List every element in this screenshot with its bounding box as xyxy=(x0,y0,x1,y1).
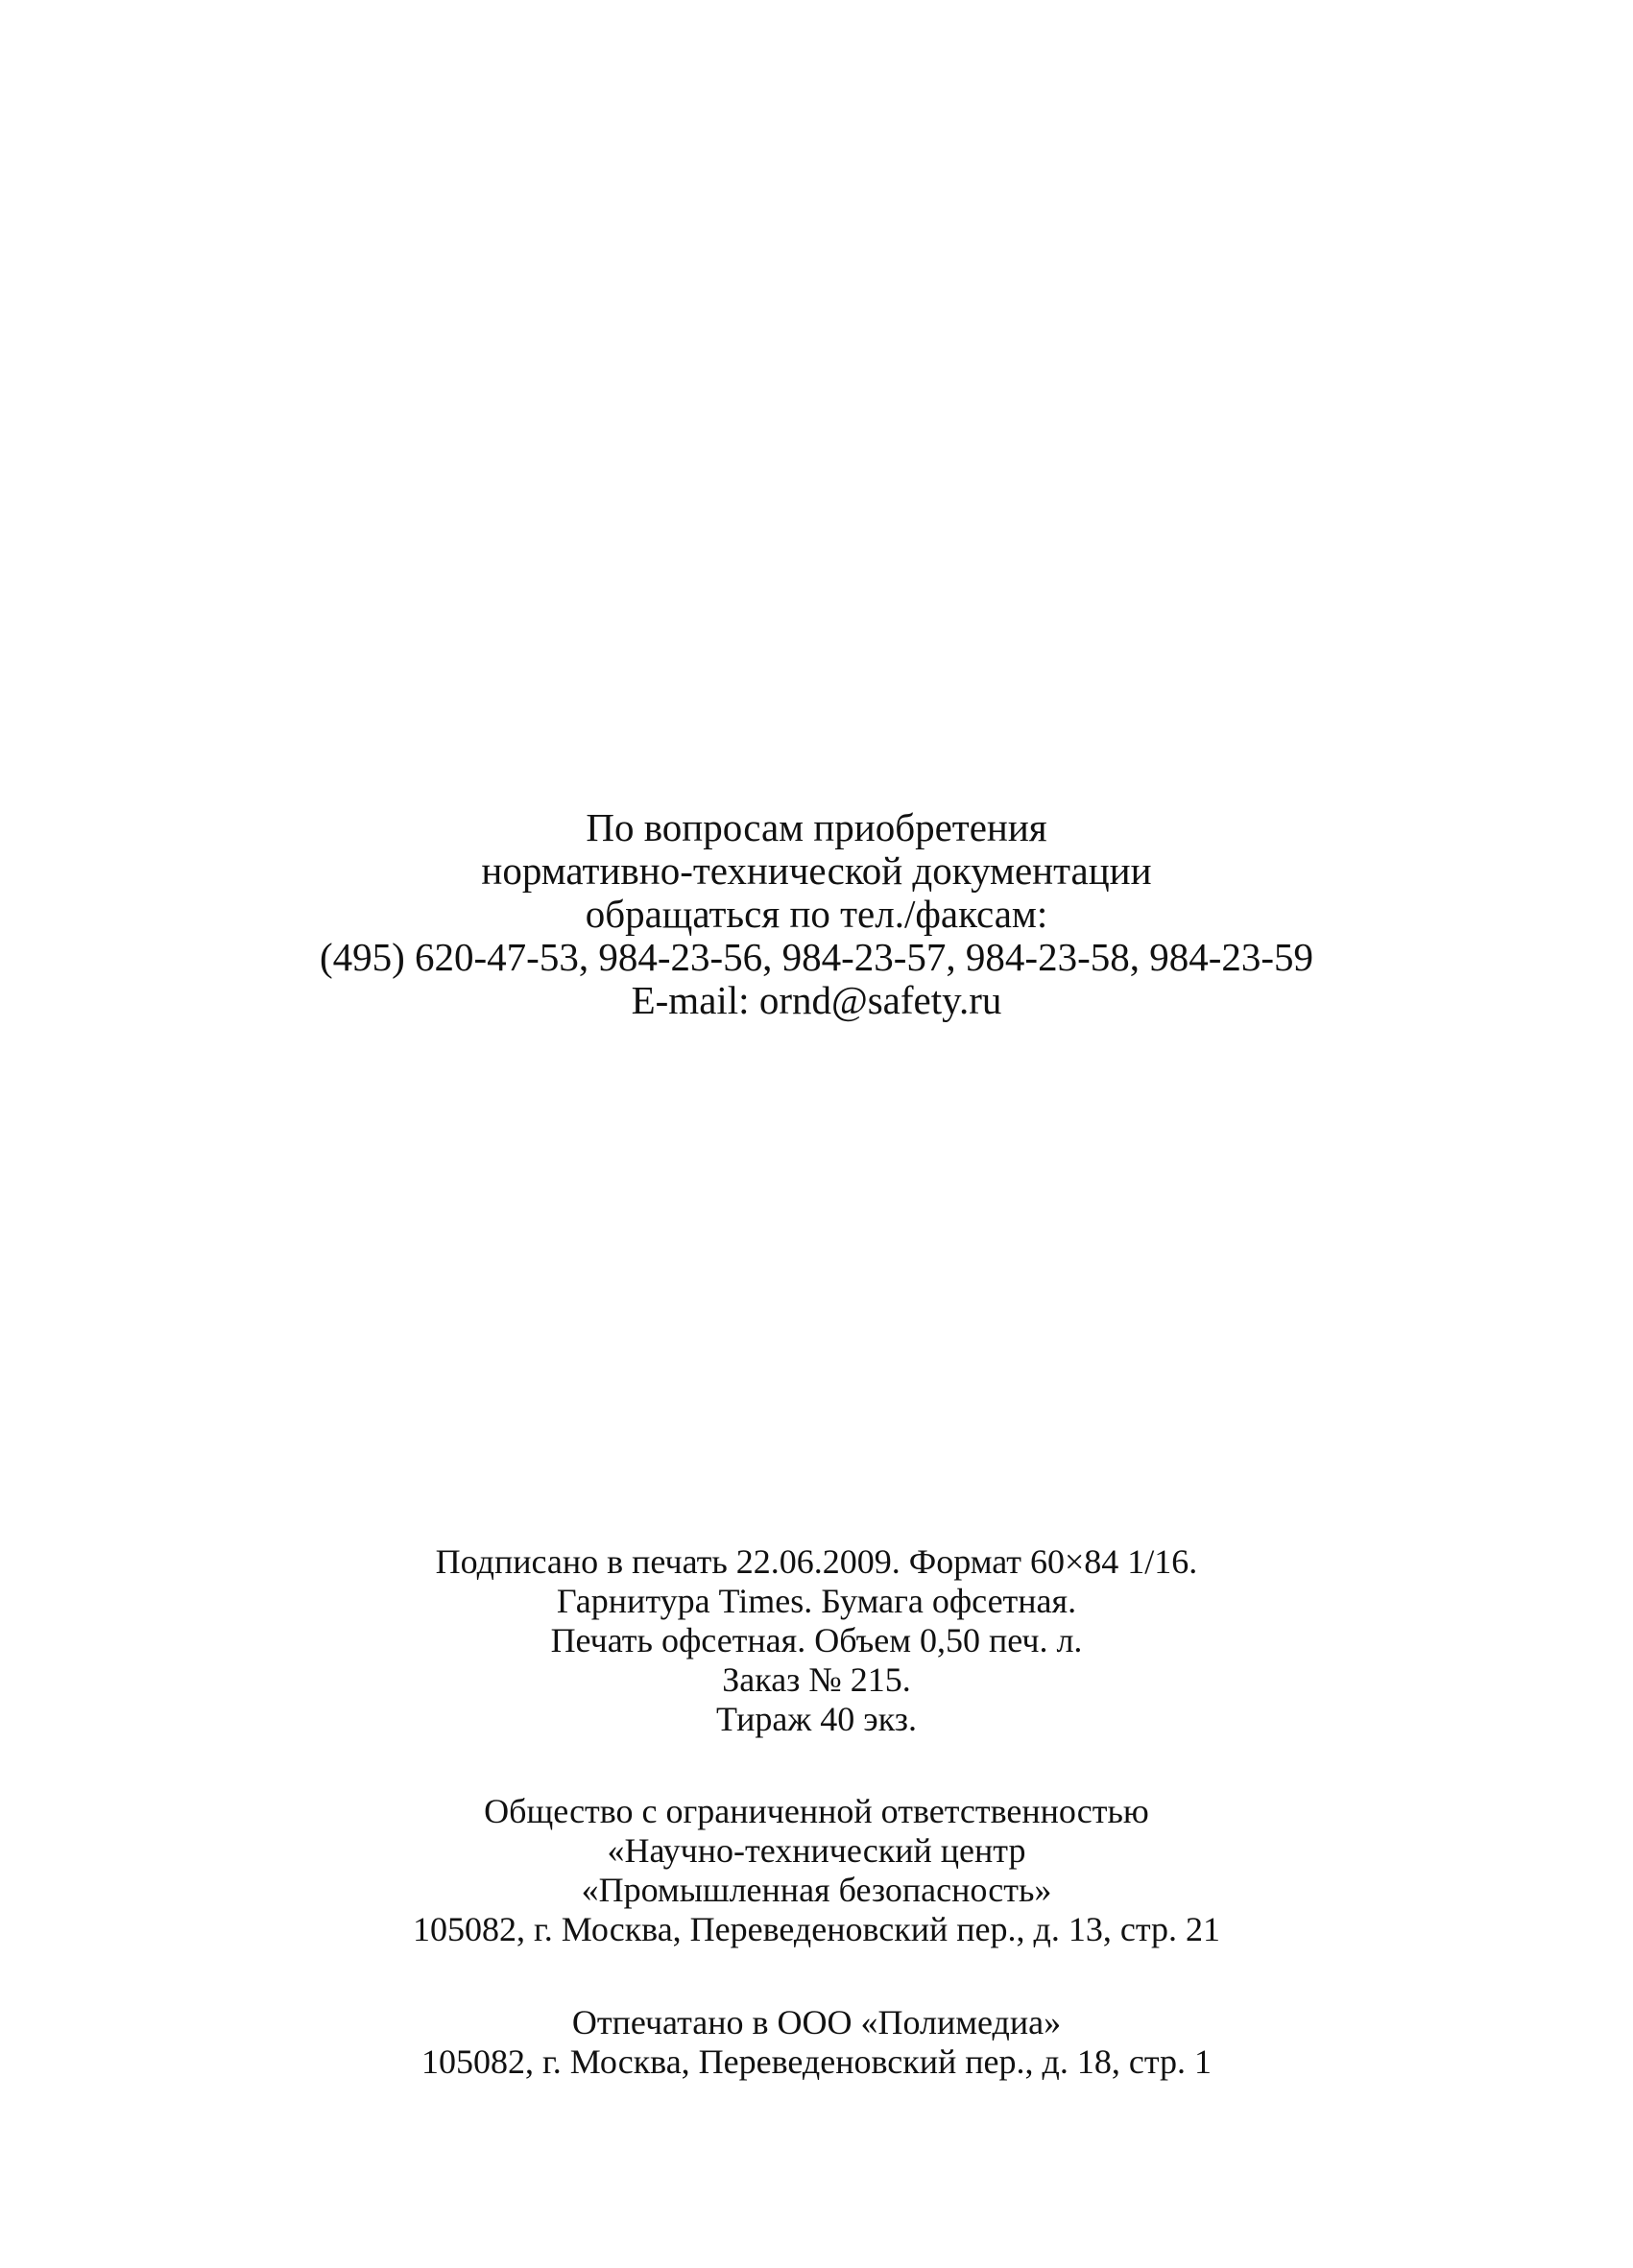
imprint-info xyxy=(0,1542,1633,1739)
publisher-line-3: «Промышленная безопасность» xyxy=(581,1871,1052,1909)
publisher-address: 105082, г. Москва, Переведеновский пер., д. 13, стр. 21 xyxy=(413,1910,1220,1948)
publisher-info xyxy=(0,1792,1633,1949)
imprint-signed: Подписано в печать 22.06.2009. Формат 60×84 1/16. xyxy=(435,1542,1198,1581)
contact-line-3: обращаться по тел./факсам: xyxy=(585,892,1048,936)
imprint-run: Тираж 40 экз. xyxy=(716,1700,917,1738)
contact-info xyxy=(0,806,1633,1022)
imprint-order: Заказ № 215. xyxy=(722,1660,911,1699)
imprint-print: Печать офсетная. Объем 0,50 печ. л. xyxy=(550,1621,1083,1659)
printer-info xyxy=(0,2003,1633,2082)
printer-line-1: Отпечатано в ООО «Полимедиа» xyxy=(571,2003,1062,2041)
publisher-line-1: Общество с ограниченной ответственностью xyxy=(484,1792,1149,1830)
publisher-line-2: «Научно-технический центр xyxy=(607,1831,1026,1870)
contact-line-1: По вопросам приобретения xyxy=(586,805,1047,849)
contact-email: E-mail: ornd@safety.ru xyxy=(631,978,1002,1022)
printer-address: 105082, г. Москва, Переведеновский пер., д. 18, стр. 1 xyxy=(421,2042,1212,2081)
contact-phones: (495) 620-47-53, 984-23-56, 984-23-57, 984-23-58, 984-23-59 xyxy=(319,935,1314,979)
imprint-typeface: Гарнитура Times. Бумага офсетная. xyxy=(556,1582,1077,1620)
contact-line-2: нормативно-технической документации xyxy=(481,848,1152,893)
